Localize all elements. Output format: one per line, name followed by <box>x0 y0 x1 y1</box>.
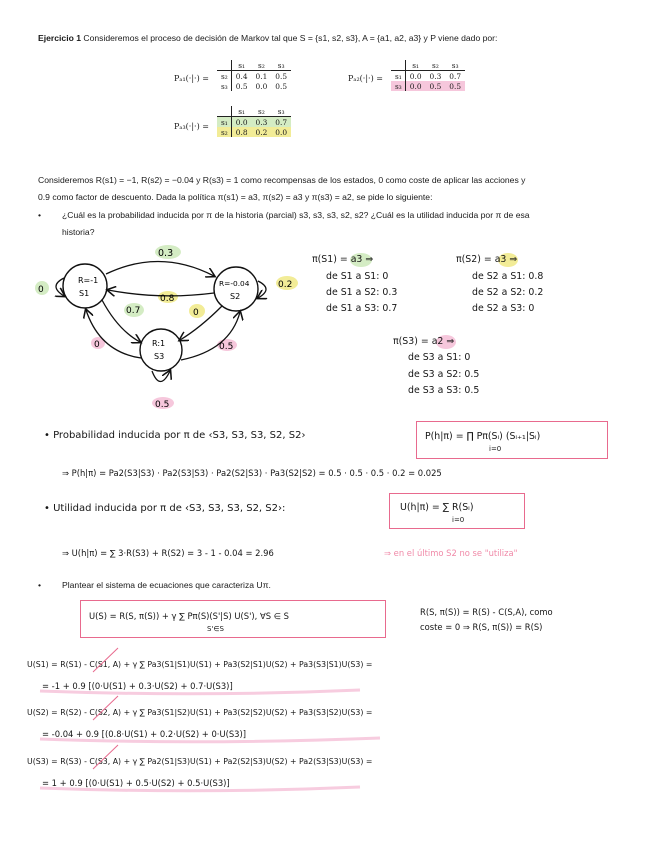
matrix-col: s₁ <box>231 106 251 117</box>
underline-stroke <box>40 690 360 694</box>
matrix-col: s₃ <box>271 60 291 71</box>
matrix-col: s₃ <box>271 106 291 117</box>
matrix-col: s₂ <box>252 60 272 71</box>
bellman-formula: U(S) = R(S, π(S)) + γ ∑ Pπ(S)(S'|S) U(S'), ∀S ∈ S <box>89 611 289 621</box>
question2: Plantear el sistema de ecuaciones que caracteriza Uπ. <box>62 580 271 590</box>
rewards-text-2: 0.9 como factor de descuento. Dada la política π(s1) = a3, π(s2) = a3 y π(s3) = a2, se pide lo siguiente: <box>38 192 433 202</box>
matrix-cell: 0.0 <box>235 117 248 127</box>
policy-s3-line: de S3 a S2: 0.5 <box>408 369 480 380</box>
policy-s2-head: π(S2) = a3 ⇒ <box>456 254 518 265</box>
intro-text: Consideremos el proceso de decisión de Markov tal que S = {s1, s2, s3}, A = {a1, a2, a3} y P viene dado por: <box>81 33 498 43</box>
matrix-p3-label: Pₐ₃(·|·) = <box>174 122 209 131</box>
matrix-col: s₂ <box>252 106 272 117</box>
matrix-cell: 0.0 <box>409 81 422 91</box>
policy-s1-line: de S1 a S3: 0.7 <box>326 303 398 314</box>
matrix-cell: 0.3 <box>255 117 268 127</box>
loop-label-s2: 0.2 <box>278 280 293 290</box>
s3-reward: R:1 <box>152 339 166 348</box>
matrix-row-label: s₁ <box>391 71 405 82</box>
matrix-p1-label: Pₐ₁(·|·) = <box>174 74 209 83</box>
policy-s2-line: de S2 a S2: 0.2 <box>472 287 544 298</box>
bullet: • <box>38 580 42 590</box>
equation-s3-line2: = 1 + 0.9 [(0·U(S1) + 0.5·U(S2) + 0.5·U(S3)] <box>42 778 230 788</box>
edge-label-s2-s3: 0 <box>193 308 199 318</box>
probability-calc: ⇒ P(h|π) = Pa2(S3|S3) · Pa2(S3|S3) · Pa2(S2|S3) · Pa3(S2|S2) = 0.5 · 0.5 · 0.5 · 0.2 = 0.025 <box>62 468 442 478</box>
matrix-cell: 0.0 <box>409 71 422 81</box>
underline-stroke <box>40 738 380 742</box>
bellman-formula-sub: S'∈S <box>207 625 224 633</box>
utility-formula-sub: i=0 <box>452 516 465 524</box>
exercise-title: Ejercicio 1 <box>38 33 81 43</box>
matrix-p2-label: Pₐ₂(·|·) = <box>348 74 383 83</box>
matrix-cell: 0.2 <box>255 127 268 137</box>
utility-heading: • Utilidad inducida por π de ‹S3, S3, S3, S2, S2›: <box>44 503 286 514</box>
policy-s3-line: de S3 a S3: 0.5 <box>408 385 480 396</box>
edge-label-s1-s3: 0.7 <box>126 306 141 316</box>
matrix-cell: 0.5 <box>235 81 248 91</box>
probability-formula: P(h|π) = ∏ Pπ(Sᵢ) (Sᵢ₊₁|Sᵢ) <box>425 431 541 442</box>
matrix-row-label: s₃ <box>391 81 405 91</box>
equation-s1-line2: = -1 + 0.9 [(0·U(S1) + 0.3·U(S2) + 0.7·U(S3)] <box>42 681 233 691</box>
policy-s1-line: de S1 a S1: 0 <box>326 271 389 282</box>
rewards-text-1: Consideremos R(s1) = −1, R(s2) = −0.04 y R(s3) = 1 como recompensas de los estados, 0 como coste de aplicar las acciones y <box>38 175 526 185</box>
equation-s2-line2: = -0.04 + 0.9 [(0.8·U(S1) + 0.2·U(S2) + 0·U(S3)] <box>42 729 247 739</box>
s1-reward: R=-1 <box>78 276 99 285</box>
matrix-col: s₂ <box>426 60 446 71</box>
edge-label-s1-s2: 0.3 <box>158 248 174 259</box>
question1-line1: ¿Cuál es la probabilidad inducida por π de la historia (parcial) s3, s3, s3, s2, s2? ¿Cuál es la utilidad inducida por π de esa <box>62 210 530 220</box>
s1-name: S1 <box>79 289 90 298</box>
matrix-col: s₁ <box>231 60 251 71</box>
equation-s2-line1: U(S2) = R(S2) - C(S2, A) + γ ∑ Pa3(S1|S2)U(S1) + Pa3(S2|S2)U(S2) + Pa3(S3|S2)U(S3) = <box>27 708 373 717</box>
edge-label-s2-s1: 0.8 <box>160 294 175 304</box>
utility-formula: U(h|π) = ∑ R(Sᵢ) <box>400 502 474 513</box>
policy-s3-head: π(S3) = a2 ⇒ <box>393 336 455 347</box>
matrix-cell: 0.5 <box>429 81 442 91</box>
probability-formula-sub: i=0 <box>489 445 502 453</box>
question1-line2: historia? <box>62 227 95 237</box>
policy-s3-line: de S3 a S1: 0 <box>408 352 471 363</box>
matrix-cell: 0.1 <box>255 71 268 81</box>
s2-name: S2 <box>230 292 241 301</box>
matrix-cell: 0.5 <box>275 81 288 91</box>
matrix-col: s₃ <box>445 60 465 71</box>
matrix-cell: 0.8 <box>235 127 248 137</box>
matrix-row-label: s₂ <box>217 71 231 82</box>
policy-s1-head: π(S1) = a3 ⇒ <box>312 254 374 265</box>
bullet: • <box>38 210 42 220</box>
matrix-cell: 0.3 <box>429 71 442 81</box>
matrix-row-label: s₃ <box>217 81 231 91</box>
equation-s3-line1: U(S3) = R(S3) - C(S3, A) + γ ∑ Pa2(S1|S3)U(S1) + Pa2(S2|S3)U(S2) + Pa2(S3|S3)U(S3) = <box>27 757 373 766</box>
matrix-row-label: s₁ <box>217 117 231 128</box>
edge-label-s3-s1: 0 <box>94 340 100 350</box>
s3-name: S3 <box>154 352 165 361</box>
bellman-note-2: coste = 0 ⇒ R(S, π(S)) = R(S) <box>420 622 543 632</box>
matrix-cell: 0.5 <box>449 81 462 91</box>
cross-out-stroke <box>93 648 118 672</box>
matrix-cell: 0.0 <box>255 81 268 91</box>
equation-s1-line1: U(S1) = R(S1) - C(S1, A) + γ ∑ Pa3(S1|S1)U(S1) + Pa3(S2|S1)U(S2) + Pa3(S3|S1)U(S3) = <box>27 660 373 669</box>
matrix-row-label: s₂ <box>217 127 231 137</box>
edge-label-s3-s2: 0.5 <box>219 342 234 352</box>
utility-calc: ⇒ U(h|π) = ∑ 3·R(S3) + R(S2) = 3 - 1 - 0.04 = 2.96 <box>62 548 274 558</box>
cross-out-stroke <box>93 696 118 720</box>
matrix-cell: 0.5 <box>275 71 288 81</box>
s2-reward: R=-0.04 <box>219 279 250 288</box>
utility-note: ⇒ en el último S2 no se "utiliza" <box>384 548 518 558</box>
underline-stroke <box>40 787 360 791</box>
matrix-cell: 0.0 <box>275 127 288 137</box>
policy-s1-line: de S1 a S2: 0.3 <box>326 287 398 298</box>
bellman-note-1: R(S, π(S)) = R(S) - C(S,A), como <box>420 607 553 617</box>
matrix-cell: 0.7 <box>275 117 288 127</box>
loop-label-s3: 0.5 <box>155 400 170 410</box>
policy-s2-line: de S2 a S3: 0 <box>472 303 535 314</box>
probability-heading: • Probabilidad inducida por π de ‹S3, S3, S3, S2, S2› <box>44 430 306 441</box>
matrix-cell: 0.4 <box>235 71 248 81</box>
matrix-cell: 0.7 <box>449 71 462 81</box>
loop-label-s1: 0 <box>38 285 44 295</box>
matrix-col: s₁ <box>405 60 425 71</box>
policy-s2-line: de S2 a S1: 0.8 <box>472 271 544 282</box>
cross-out-stroke <box>93 745 118 769</box>
